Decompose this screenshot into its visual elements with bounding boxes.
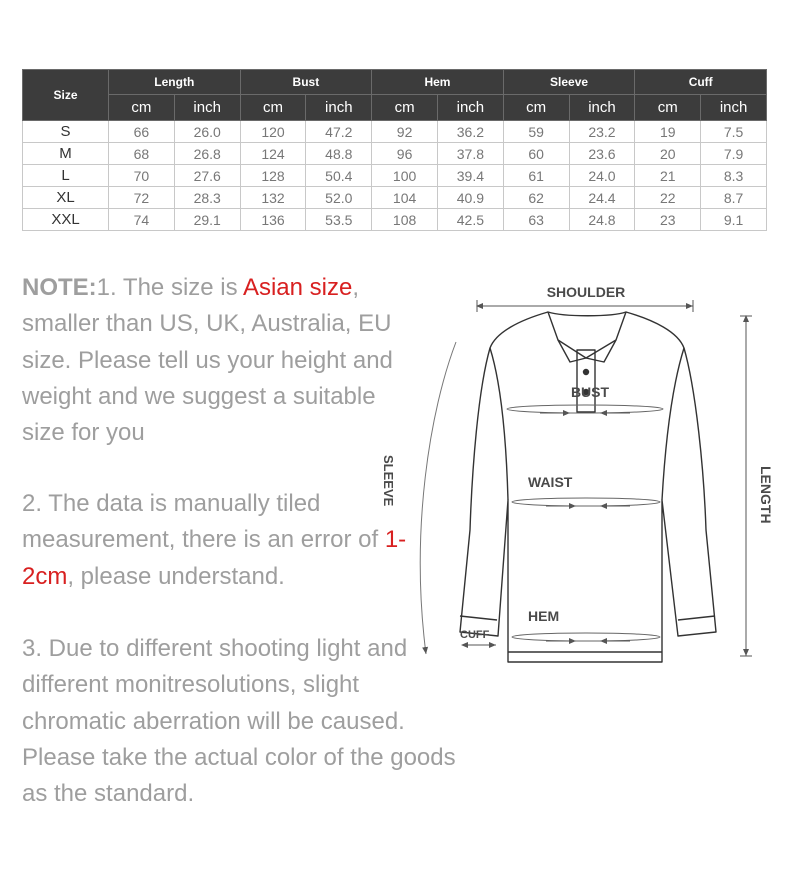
cuff-group-header: Cuff <box>635 70 767 95</box>
measurement-cell: 29.1 <box>174 209 240 231</box>
note-color-aberration <box>22 631 462 812</box>
measurement-cell: 23.6 <box>569 143 635 165</box>
measurement-cell: 68 <box>109 143 175 165</box>
size-cell: S <box>23 121 109 143</box>
unit-header-inch: inch <box>174 95 240 121</box>
measurement-cell: 62 <box>503 187 569 209</box>
measurement-cell: 20 <box>635 143 701 165</box>
measurement-cell: 72 <box>109 187 175 209</box>
unit-header-inch: inch <box>569 95 635 121</box>
measurement-cell: 61 <box>503 165 569 187</box>
measurement-cell: 66 <box>109 121 175 143</box>
measurement-cell: 8.7 <box>701 187 767 209</box>
table-row <box>23 121 767 143</box>
measurement-cell: 104 <box>372 187 438 209</box>
hem-group-header: Hem <box>372 70 504 95</box>
unit-header-cm: cm <box>503 95 569 121</box>
measurement-cell: 74 <box>109 209 175 231</box>
unit-header-inch: inch <box>437 95 503 121</box>
measurement-cell: 9.1 <box>701 209 767 231</box>
unit-header-cm: cm <box>109 95 175 121</box>
unit-header-cm: cm <box>240 95 306 121</box>
measurement-cell: 36.2 <box>437 121 503 143</box>
shirt-outline-icon <box>460 312 716 662</box>
note-asian-size <box>22 270 412 451</box>
measurement-cell: 120 <box>240 121 306 143</box>
hem-measure-ellipse <box>512 633 660 641</box>
measurement-cell: 60 <box>503 143 569 165</box>
measurement-cell: 70 <box>109 165 175 187</box>
sleeve-curve-arrow <box>420 342 456 654</box>
measurement-cell: 39.4 <box>437 165 503 187</box>
table-row <box>23 187 767 209</box>
measurement-cell: 92 <box>372 121 438 143</box>
measurement-cell: 63 <box>503 209 569 231</box>
hem-label: HEM <box>528 608 560 624</box>
waist-label: WAIST <box>528 474 573 490</box>
unit-header-cm: cm <box>372 95 438 121</box>
measurement-cell: 42.5 <box>437 209 503 231</box>
measurement-cell: 47.2 <box>306 121 372 143</box>
measurement-cell: 26.8 <box>174 143 240 165</box>
table-row <box>23 143 767 165</box>
measurement-cell: 48.8 <box>306 143 372 165</box>
note2-lead-text: 2. The data is manually tiled measurement, there is an error of <box>22 490 385 554</box>
measurement-cell: 26.0 <box>174 121 240 143</box>
measurement-cell: 136 <box>240 209 306 231</box>
bust-group-header: Bust <box>240 70 372 95</box>
measurement-cell: 124 <box>240 143 306 165</box>
measurement-cell: 40.9 <box>437 187 503 209</box>
table-row <box>23 209 767 231</box>
measurement-cell: 53.5 <box>306 209 372 231</box>
measurement-cell: 59 <box>503 121 569 143</box>
sleeve-group-header: Sleeve <box>503 70 635 95</box>
size-chart-table <box>22 69 767 231</box>
measurement-cell: 28.3 <box>174 187 240 209</box>
measurement-cell: 24.4 <box>569 187 635 209</box>
measurement-cell: 19 <box>635 121 701 143</box>
measurement-cell: 7.9 <box>701 143 767 165</box>
measurement-cell: 27.6 <box>174 165 240 187</box>
table-row <box>23 165 767 187</box>
bust-label: BUST <box>570 384 610 400</box>
measurement-cell: 128 <box>240 165 306 187</box>
note1-rest-text: , smaller than US, UK, Australia, EU size. Please tell us your height and weight and we suggest a suitable size for you <box>22 274 393 447</box>
measurement-diagram <box>381 280 790 675</box>
size-cell: M <box>23 143 109 165</box>
measurement-cell: 8.3 <box>701 165 767 187</box>
measurement-cell: 132 <box>240 187 306 209</box>
size-table-body <box>23 121 767 231</box>
note2-rest-text: , please understand. <box>67 562 285 590</box>
note-title: NOTE: <box>22 274 97 301</box>
length-group-header: Length <box>109 70 241 95</box>
length-label: LENGTH <box>758 466 774 524</box>
note1-lead-text: 1. The size is <box>96 274 243 301</box>
size-cell: XXL <box>23 209 109 231</box>
measurement-cell: 50.4 <box>306 165 372 187</box>
measurement-cell: 96 <box>372 143 438 165</box>
table-unit-header-row <box>23 95 767 121</box>
note-measurement-error <box>22 486 412 595</box>
unit-header-inch: inch <box>306 95 372 121</box>
measurement-cell: 24.8 <box>569 209 635 231</box>
measurement-cell: 7.5 <box>701 121 767 143</box>
note3-text: 3. Due to different shooting light and different monitresolutions, slight chromatic aberration will be caused. Please take the actual color of the goods as the standard. <box>22 635 456 808</box>
measurement-cell: 108 <box>372 209 438 231</box>
error-range-highlight: 1-2cm <box>22 526 407 590</box>
table-group-header-row <box>23 70 767 95</box>
shoulder-label: SHOULDER <box>546 284 626 300</box>
measurement-cell: 21 <box>635 165 701 187</box>
asian-size-highlight: Asian size <box>242 274 353 301</box>
measurement-cell: 24.0 <box>569 165 635 187</box>
measurement-cell: 23.2 <box>569 121 635 143</box>
measurement-cell: 37.8 <box>437 143 503 165</box>
measurement-cell: 100 <box>372 165 438 187</box>
unit-header-inch: inch <box>701 95 767 121</box>
measurement-cell: 22 <box>635 187 701 209</box>
size-column-header: Size <box>23 70 109 121</box>
cuff-label: CUFF <box>460 629 490 641</box>
measurement-cell: 52.0 <box>306 187 372 209</box>
unit-header-cm: cm <box>635 95 701 121</box>
size-cell: L <box>23 165 109 187</box>
size-cell: XL <box>23 187 109 209</box>
measurement-cell: 23 <box>635 209 701 231</box>
waist-measure-ellipse <box>512 498 660 506</box>
sleeve-label: SLEEVE <box>381 455 396 507</box>
